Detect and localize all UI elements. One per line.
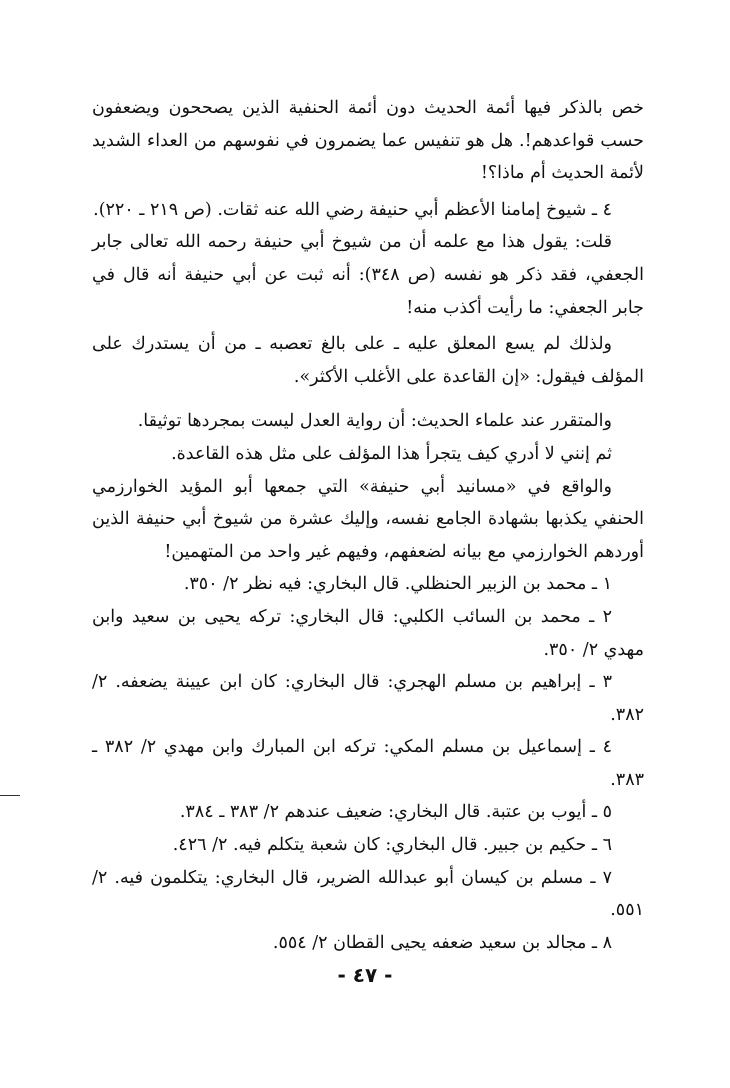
- list-item: ٥ ـ أيوب بن عتبة. قال البخاري: ضعيف عندهم ٢/ ٣٨٣ ـ ٣٨٤.: [179, 802, 612, 823]
- margin-mark: [0, 795, 20, 796]
- list-item: ١ ـ محمد بن الزبير الحنظلي. قال البخاري: فيه نظر ٢/ ٣٥٠.: [183, 574, 612, 595]
- paragraph-intro: خص بالذكر فيها أئمة الحديث دون أئمة الحنفية الذين يصححون ويضعفون حسب قواعدهم!. هل هو تنفيس عما يضمرون في نفوسهم من العداء الشديد لأئمة الحديث أم ماذا؟!: [92, 98, 644, 184]
- paragraph-author-rule: ثم إنني لا أدري كيف يتجرأ هذا المؤلف على مثل هذه القاعدة.: [171, 443, 612, 464]
- list-item: ٧ ـ مسلم بن كيسان أبو عبدالله الضرير، قال البخاري: يتكلمون فيه. ٢/ ٥٥١.: [92, 867, 644, 921]
- paragraph-rule: والمتقرر عند علماء الحديث: أن رواية العدل ليست بمجردها توثيقا.: [137, 411, 612, 432]
- page-body: [92, 92, 644, 959]
- paragraph-point-4: ٤ ـ شيوخ إمامنا الأعظم أبي حنيفة رضي الله عنه ثقات. (ص ٢١٩ ـ ٢٢٠).: [93, 199, 612, 220]
- list-item: ٣ ـ إبراهيم بن مسلم الهجري: قال البخاري: كان ابن عيينة يضعفه. ٢/ ٣٨٢.: [92, 672, 644, 725]
- paragraph-response: قلت: يقول هذا مع علمه أن من شيوخ أبي حنيفة رحمه الله تعالى جابر الجعفي، فقد ذكر هو نفسه (ص ٣٤٨): أنه ثبت عن أبي حنيفة أنه قال في جابر الجعفي: ما رأيت أكذب منه!: [92, 232, 644, 318]
- paragraph-commentator: ولذلك لم يسع المعلق عليه ـ على بالغ تعصبه ـ من أن يستدرك على المؤلف فيقول: «إن القاعدة على الأغلب الأكثر».: [92, 334, 644, 387]
- narrators-list: [92, 568, 644, 959]
- list-item: ٢ ـ محمد بن السائب الكلبي: قال البخاري: تركه يحيى بن سعيد وابن مهدي ٢/ ٣٥٠.: [92, 606, 644, 660]
- paragraph-musnad: والواقع في «مسانيد أبي حنيفة» التي جمعها أبو المؤيد الخوارزمي الحنفي يكذبها بشهادة الجامع نفسه، وإليك عشرة من شيوخ أبي حنيفة الذين أوردهم الخوارزمي مع بيانه لضعفهم، وفيهم غير واحد من المتهمين!: [92, 476, 644, 562]
- page-number: - ٤٧ -: [337, 963, 393, 987]
- list-item: ٨ ـ مجالد بن سعيد ضعفه يحيى القطان ٢/ ٥٥٤.: [272, 932, 612, 953]
- list-item: ٦ ـ حكيم بن جبير. قال البخاري: كان شعبة يتكلم فيه. ٢/ ٤٢٦.: [172, 835, 612, 856]
- list-item: ٤ ـ إسماعيل بن مسلم المكي: تركه ابن المبارك وابن مهدي ٢/ ٣٨٢ ـ ٣٨٣.: [92, 737, 644, 790]
